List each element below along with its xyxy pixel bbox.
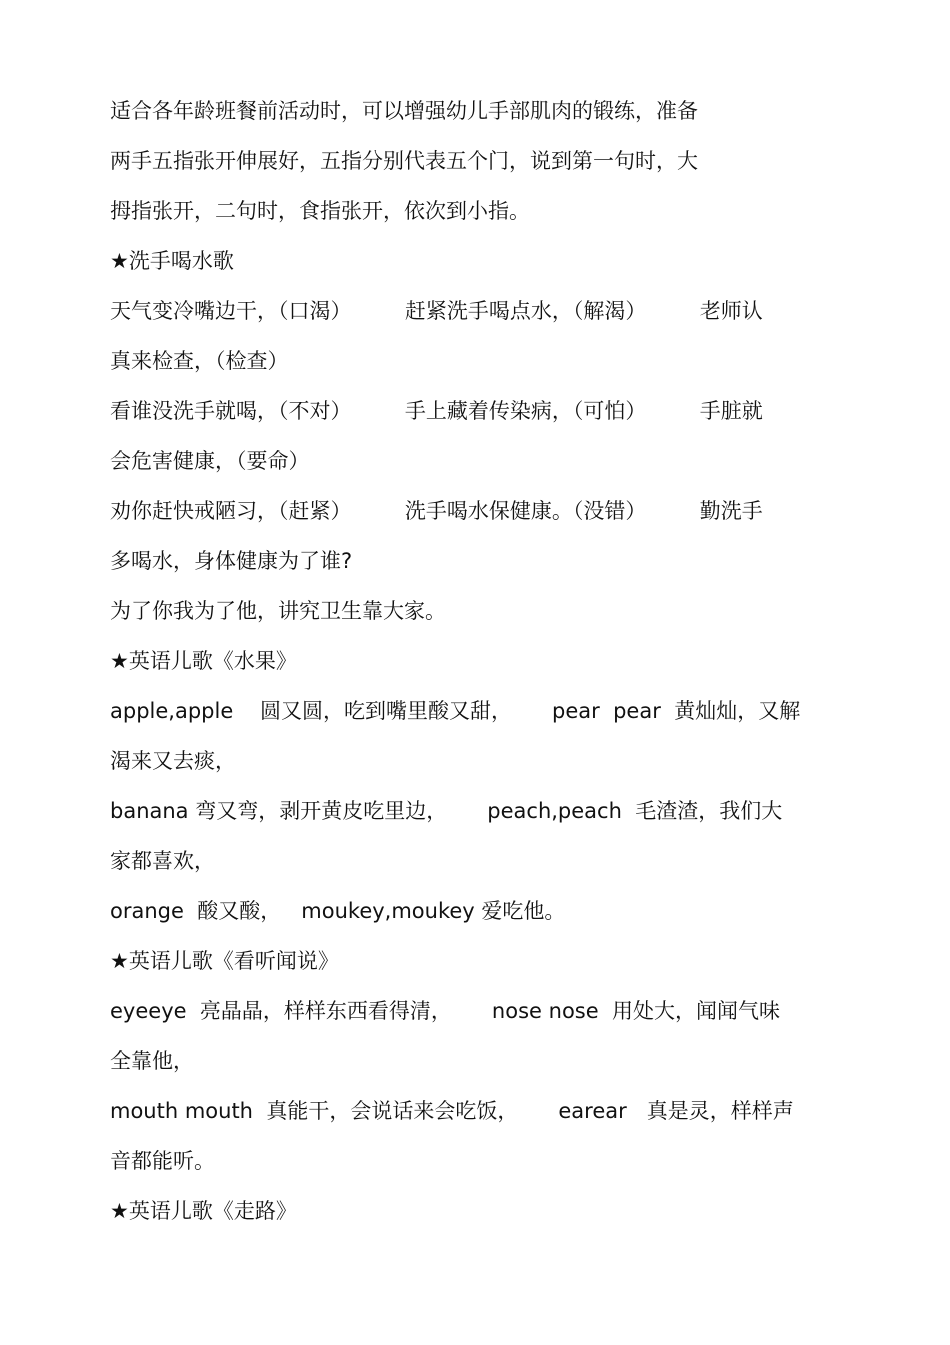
section-heading: ★英语儿歌《看听闻说》 xyxy=(110,949,339,973)
text-line: mouth mouth 真能干，会说话来会吃饭， earear 真是灵，样样声 xyxy=(110,1099,794,1123)
text-line: banana 弯又弯，剥开黄皮吃里边， peach,peach 毛渣渣，我们大 xyxy=(110,799,783,823)
section-heading: ★洗手喝水歌 xyxy=(110,249,234,273)
text-line: 天气变冷嘴边干，（口渴） 赶紧洗手喝点水，（解渴） 老师认 xyxy=(110,299,763,323)
text-line: 音都能听。 xyxy=(110,1149,215,1173)
section-heading: ★英语儿歌《走路》 xyxy=(110,1199,297,1223)
text-line: eyeeye 亮晶晶，样样东西看得清， nose nose 用处大，闻闻气味 xyxy=(110,999,780,1023)
section-heading: ★英语儿歌《水果》 xyxy=(110,649,297,673)
text-line: 拇指张开，二句时，食指张开，依次到小指。 xyxy=(110,199,530,223)
text-line: 全靠他， xyxy=(110,1049,194,1073)
text-line: 家都喜欢， xyxy=(110,849,215,873)
text-line: 会危害健康，（要命） xyxy=(110,449,310,473)
text-line: orange 酸又酸， moukey,moukey 爱吃他。 xyxy=(110,899,566,923)
text-line: 真来检查，（检查） xyxy=(110,349,289,373)
text-line: apple,apple 圆又圆，吃到嘴里酸又甜， pear pear 黄灿灿，又解 xyxy=(110,699,801,723)
text-line: 渴来又去痰， xyxy=(110,749,236,773)
text-line: 看谁没洗手就喝，（不对） 手上藏着传染病，（可怕） 手脏就 xyxy=(110,399,763,423)
text-line: 适合各年龄班餐前活动时，可以增强幼儿手部肌肉的锻练，准备 xyxy=(110,99,698,123)
text-line: 两手五指张开伸展好，五指分别代表五个门，说到第一句时，大 xyxy=(110,149,698,173)
text-line: 劝你赶快戒陋习，（赶紧） 洗手喝水保健康。（没错） 勤洗手 xyxy=(110,499,763,523)
text-line: 为了你我为了他，讲究卫生靠大家。 xyxy=(110,599,446,623)
text-line: 多喝水，身体健康为了谁? xyxy=(110,549,353,573)
